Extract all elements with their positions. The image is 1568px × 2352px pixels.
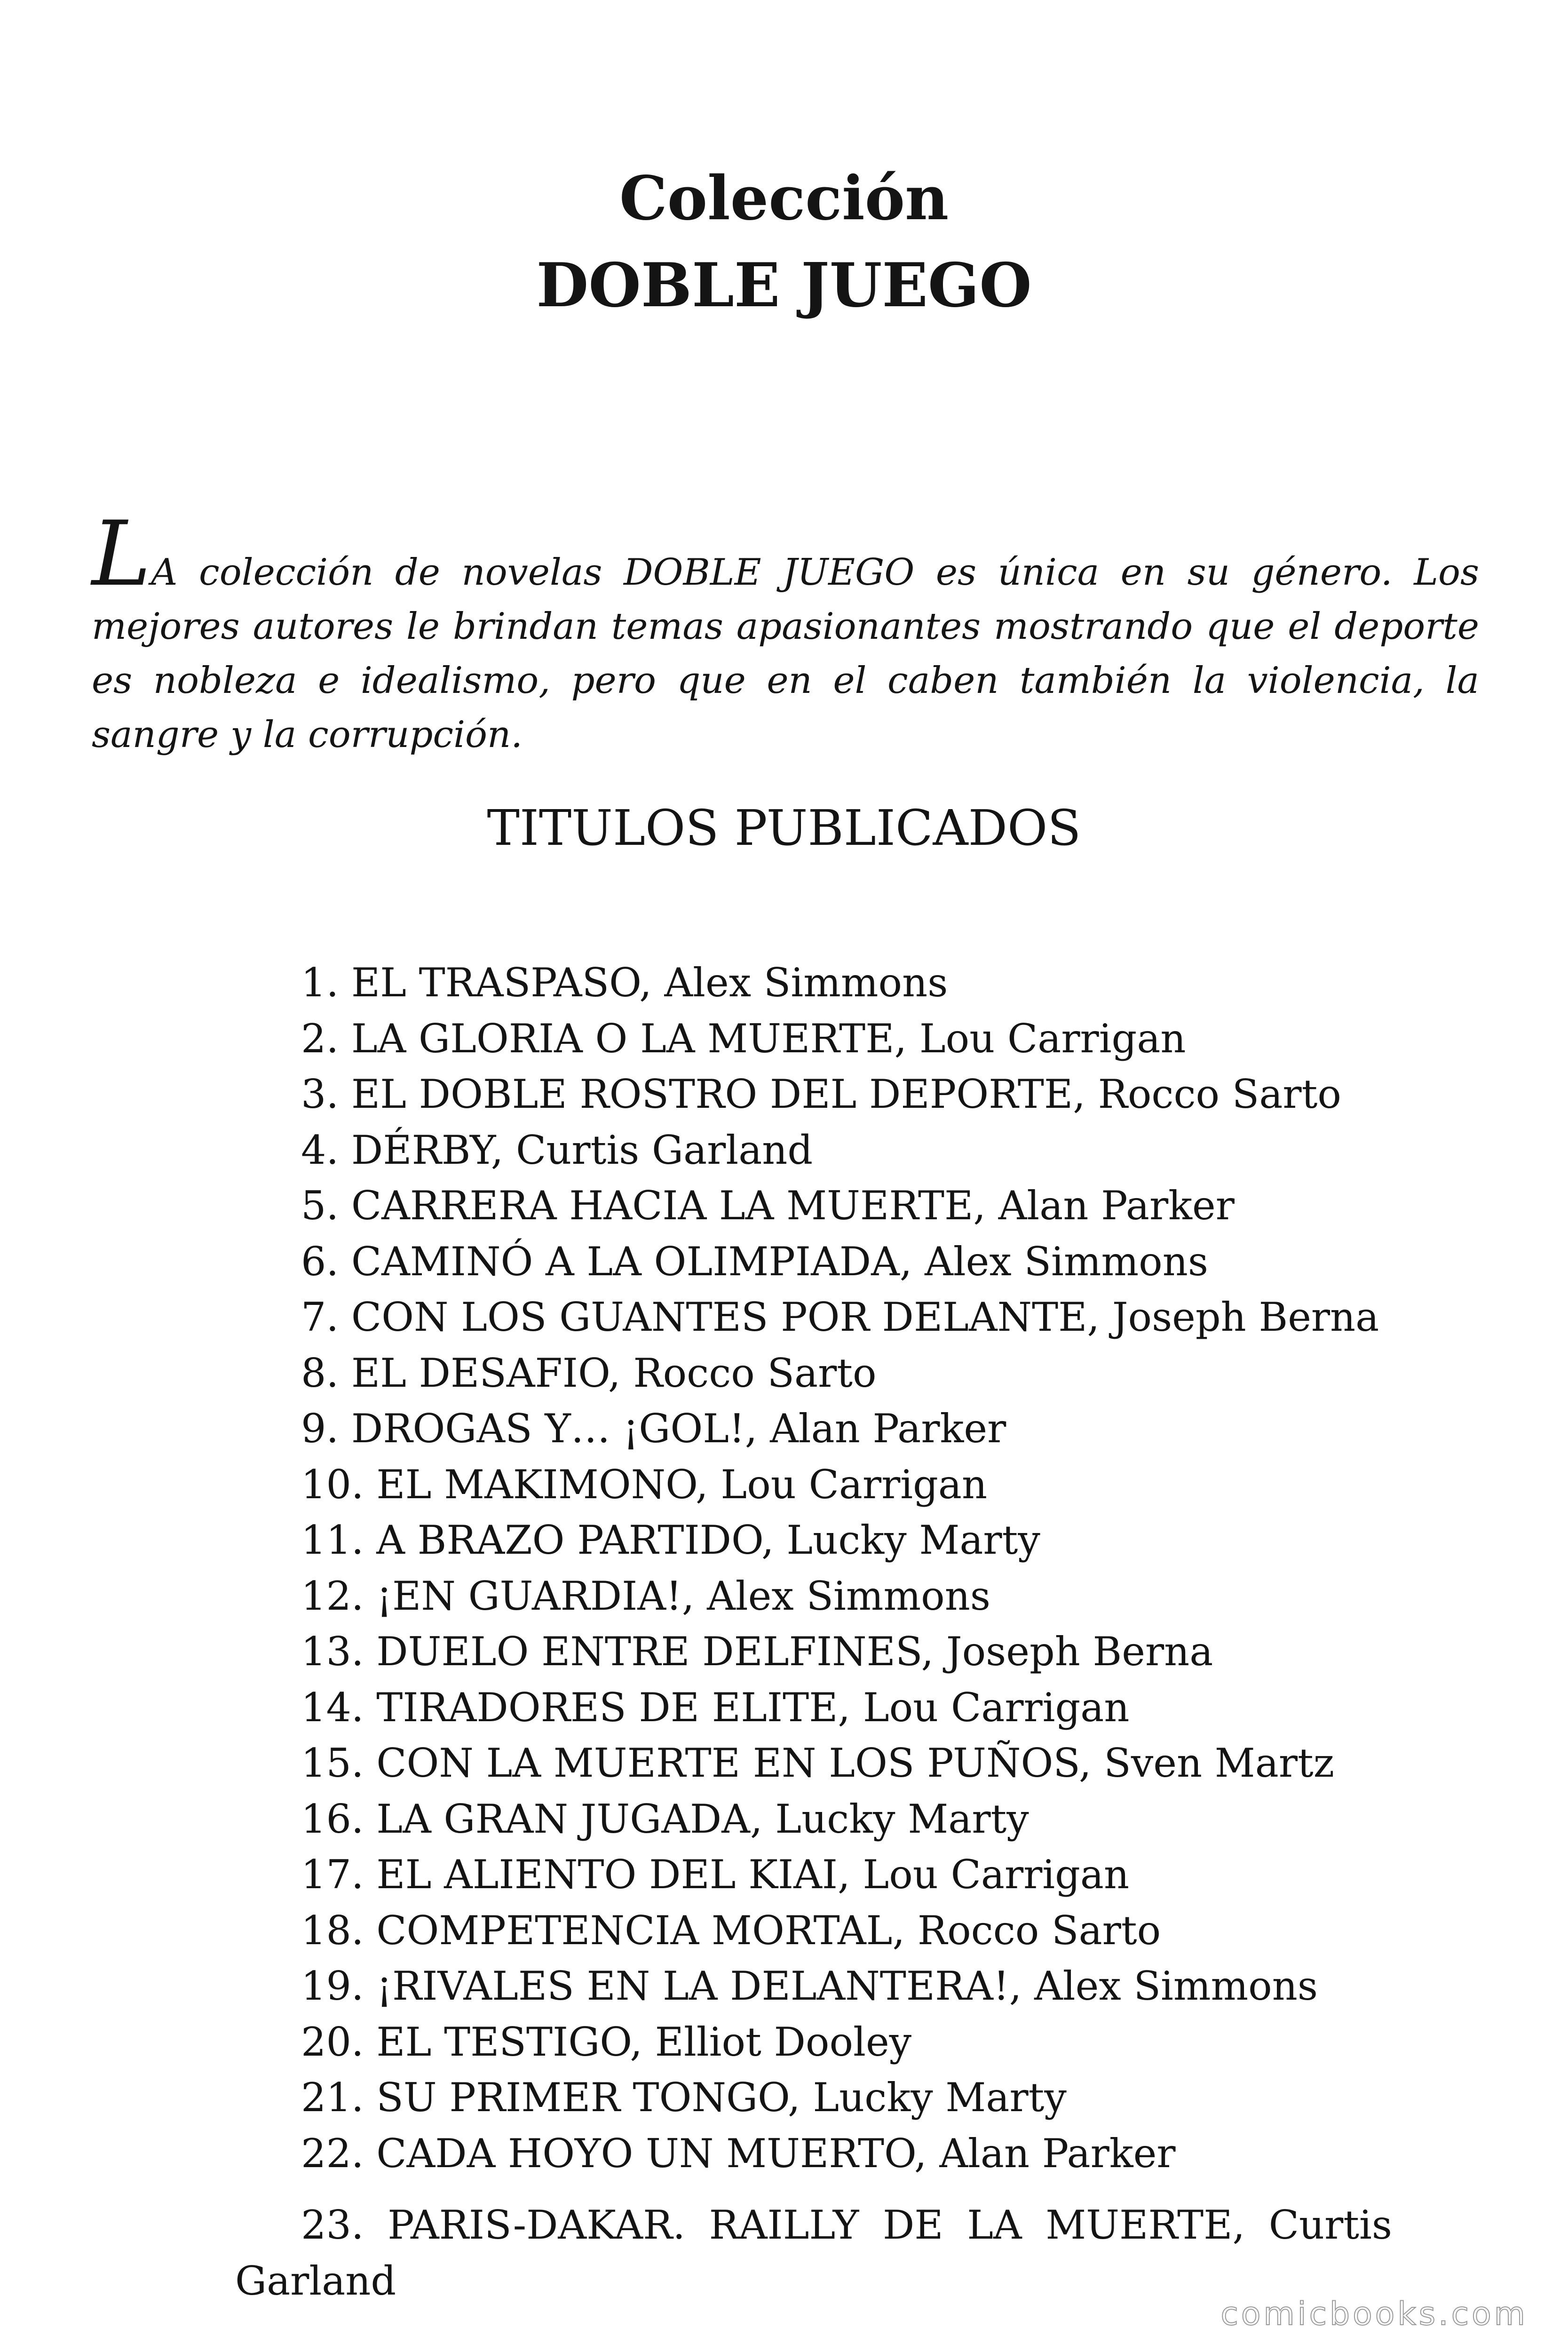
list-item: 22. CADA HOYO UN MUERTO, Alan Parker (301, 2130, 1176, 2177)
last-entry-word: DE (882, 2202, 943, 2248)
last-entry-word: LA (967, 2202, 1022, 2248)
list-item: 6. CAMINÓ A LA OLIMPIADA, Alex Simmons (301, 1238, 1208, 1285)
list-item: 15. CON LA MUERTE EN LOS PUÑOS, Sven Martz (301, 1740, 1335, 1786)
list-item: 2. LA GLORIA O LA MUERTE, Lou Carrigan (301, 1015, 1186, 1062)
list-item: 8. EL DESAFIO, Rocco Sarto (301, 1350, 877, 1396)
drop-cap: L (92, 502, 151, 606)
list-item: 19. ¡RIVALES EN LA DELANTERA!, Alex Simmons (301, 1963, 1318, 2009)
list-item: 11. A BRAZO PARTIDO, Lucky Marty (301, 1517, 1040, 1563)
list-item: 3. EL DOBLE ROSTRO DEL DEPORTE, Rocco Sarto (301, 1071, 1341, 1117)
last-entry-word: 23. (301, 2202, 364, 2248)
collection-title (0, 155, 1568, 329)
list-item: 14. TIRADORES DE ELITE, Lou Carrigan (301, 1684, 1130, 1731)
intro-paragraph (92, 502, 1479, 762)
list-item: 13. DUELO ENTRE DELFINES, Joseph Berna (301, 1629, 1213, 1675)
list-item: 21. SU PRIMER TONGO, Lucky Marty (301, 2074, 1067, 2121)
list-item: 18. COMPETENCIA MORTAL, Rocco Sarto (301, 1907, 1161, 1954)
last-entry-continuation: Garland (235, 2257, 396, 2304)
list-item: 10. EL MAKIMONO, Lou Carrigan (301, 1461, 988, 1508)
list-item: 16. LA GRAN JUGADA, Lucky Marty (301, 1796, 1029, 1842)
list-item: 7. CON LOS GUANTES POR DELANTE, Joseph Berna (301, 1294, 1379, 1340)
last-entry-first-line (235, 2197, 1392, 2253)
list-item: 17. EL ALIENTO DEL KIAI, Lou Carrigan (301, 1851, 1130, 1898)
last-entry-word: MUERTE, (1045, 2202, 1245, 2248)
list-item: 9. DROGAS Y… ¡GOL!, Alan Parker (301, 1406, 1006, 1452)
list-item: 4. DÉRBY, Curtis Garland (301, 1127, 813, 1173)
list-item: 20. EL TESTIGO, Elliot Dooley (301, 2018, 912, 2065)
collection-title-line1: Colección (619, 163, 949, 234)
last-entry-word: PARIS-DAKAR. (388, 2202, 686, 2248)
list-item-last (235, 2197, 1392, 2309)
watermark: comicbooks.com (1220, 2296, 1528, 2333)
intro-text: A colección de novelas DOBLE JUEGO es única en su género. Los mejores autores le brindan temas apasionantes mostrando que el deporte es nobleza e idealismo, pero que en el caben también la violencia, la sangre y la corrupción. (92, 551, 1479, 756)
collection-title-line2: DOBLE JUEGO (536, 250, 1032, 321)
list-item: 5. CARRERA HACIA LA MUERTE, Alan Parker (301, 1183, 1235, 1229)
section-heading: TITULOS PUBLICADOS (487, 799, 1081, 857)
published-titles-list (301, 955, 1392, 2181)
last-entry-word: RAILLY (709, 2202, 859, 2248)
last-entry-word: Curtis (1268, 2202, 1392, 2248)
list-item: 12. ¡EN GUARDIA!, Alex Simmons (301, 1573, 990, 1619)
list-item: 1. EL TRASPASO, Alex Simmons (301, 960, 948, 1006)
